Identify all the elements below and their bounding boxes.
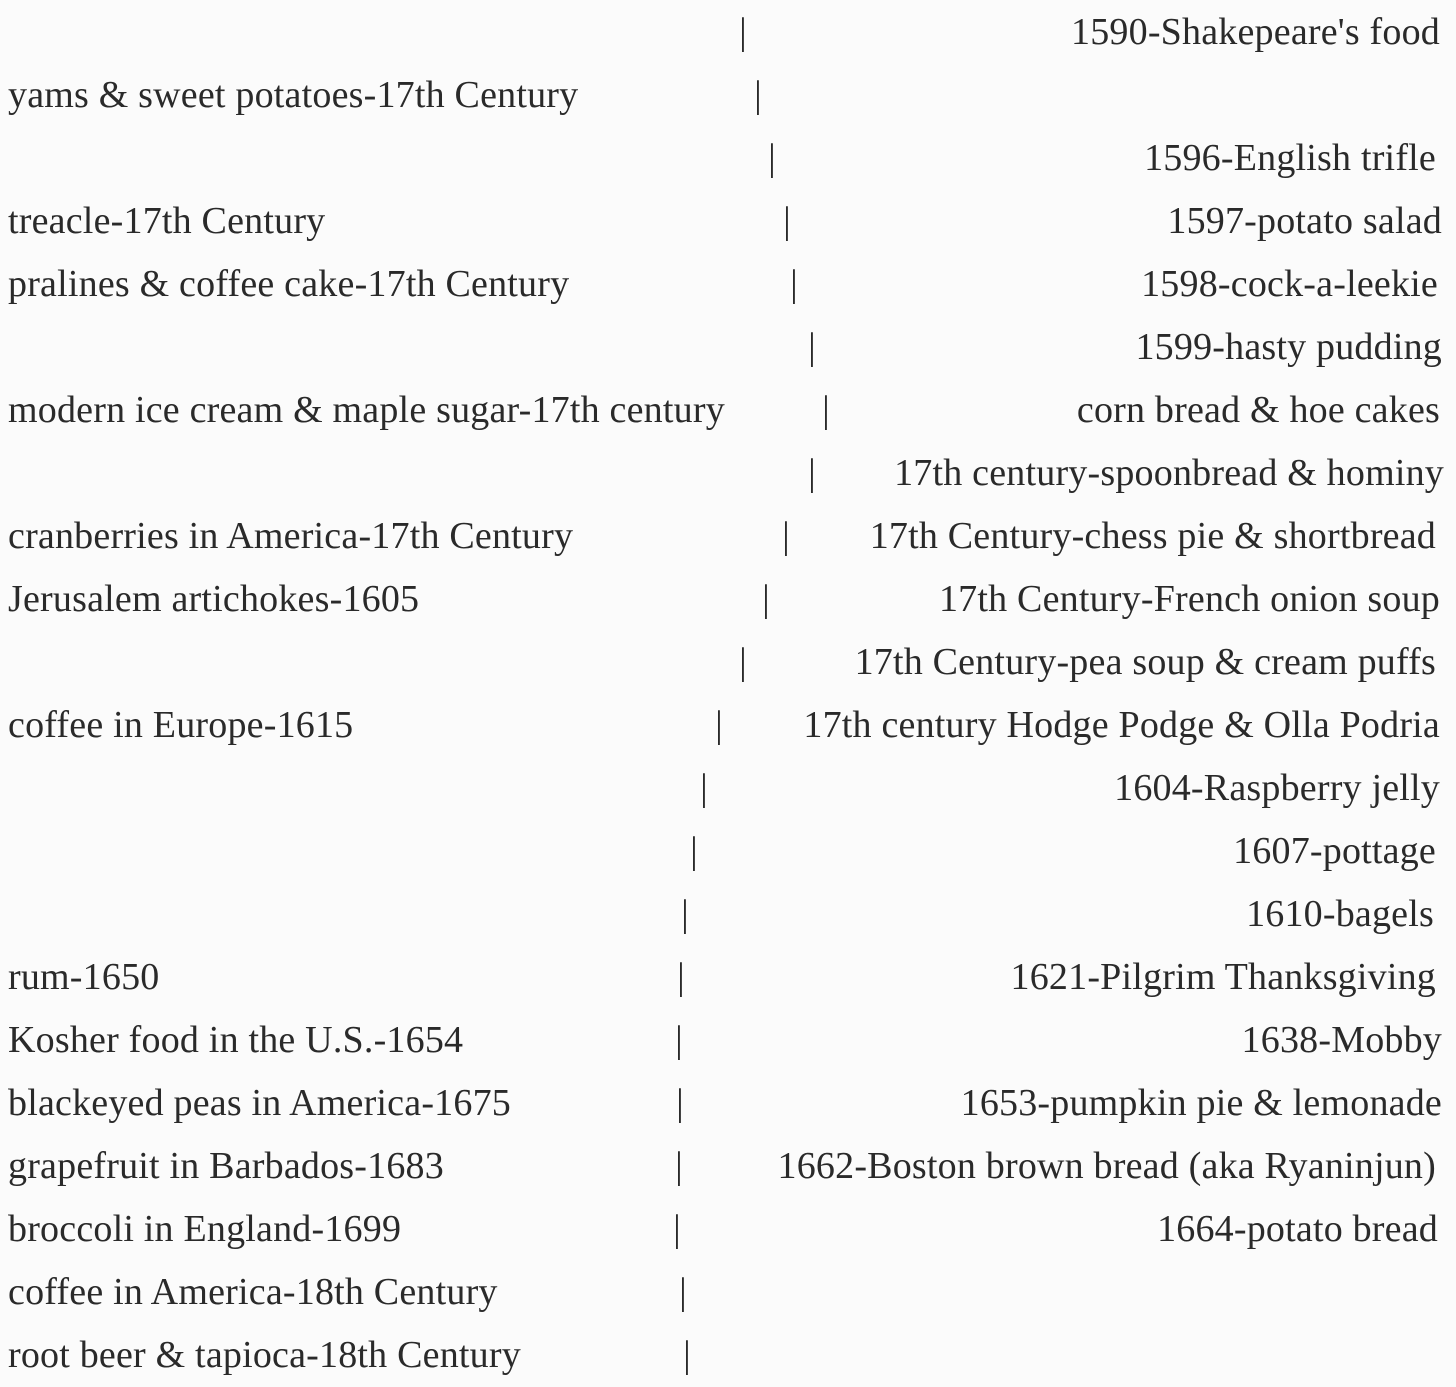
left-entry: cranberries in America-17th Century bbox=[8, 515, 574, 557]
right-entry: 1621-Pilgrim Thanksgiving bbox=[1010, 956, 1436, 998]
right-entry: 17th century-spoonbread & hominy bbox=[894, 452, 1444, 494]
timeline-row bbox=[0, 1134, 1456, 1198]
left-entry: coffee in Europe-1615 bbox=[8, 704, 354, 746]
timeline-row bbox=[0, 126, 1456, 190]
timeline-row bbox=[0, 882, 1456, 946]
right-entry: 17th Century-pea soup & cream puffs bbox=[854, 641, 1436, 683]
left-entry: treacle-17th Century bbox=[8, 200, 326, 242]
timeline-row bbox=[0, 756, 1456, 820]
right-entry: 1664-potato bread bbox=[1157, 1208, 1438, 1250]
timeline-divider: | bbox=[790, 263, 798, 305]
right-entry: 1598-cock-a-leekie bbox=[1141, 263, 1438, 305]
timeline-divider: | bbox=[822, 389, 830, 431]
timeline-divider: | bbox=[677, 956, 685, 998]
timeline-divider: | bbox=[808, 452, 816, 494]
timeline-row bbox=[0, 504, 1456, 568]
right-entry: 1604-Raspberry jelly bbox=[1114, 767, 1440, 809]
timeline-row bbox=[0, 0, 1456, 64]
timeline-row bbox=[0, 1008, 1456, 1072]
right-entry: 1596-English trifle bbox=[1144, 137, 1436, 179]
right-entry: 1610-bagels bbox=[1246, 893, 1434, 935]
timeline-divider: | bbox=[675, 1019, 683, 1061]
timeline-divider: | bbox=[808, 326, 816, 368]
right-entry: 1662-Boston brown bread (aka Ryaninjun) bbox=[777, 1145, 1436, 1187]
timeline-divider: | bbox=[700, 767, 708, 809]
timeline-divider: | bbox=[679, 1271, 687, 1313]
right-entry: 1638-Mobby bbox=[1241, 1019, 1442, 1061]
timeline-divider: | bbox=[739, 11, 747, 53]
timeline-divider: | bbox=[673, 1208, 681, 1250]
timeline-row bbox=[0, 1071, 1456, 1135]
timeline-row bbox=[0, 630, 1456, 694]
right-entry: 17th Century-chess pie & shortbread bbox=[869, 515, 1436, 557]
timeline-divider: | bbox=[715, 704, 723, 746]
left-entry: root beer & tapioca-18th Century bbox=[8, 1334, 521, 1376]
left-entry: broccoli in England-1699 bbox=[8, 1208, 402, 1250]
timeline-divider: | bbox=[676, 1082, 684, 1124]
timeline-row bbox=[0, 945, 1456, 1009]
left-entry: rum-1650 bbox=[8, 956, 160, 998]
timeline-row bbox=[0, 567, 1456, 631]
left-entry: blackeyed peas in America-1675 bbox=[8, 1082, 511, 1124]
timeline-row bbox=[0, 1260, 1456, 1324]
timeline-divider: | bbox=[754, 74, 762, 116]
timeline-divider: | bbox=[739, 641, 747, 683]
timeline-row bbox=[0, 819, 1456, 883]
left-entry: coffee in America-18th Century bbox=[8, 1271, 498, 1313]
timeline-divider: | bbox=[762, 578, 770, 620]
timeline-row bbox=[0, 189, 1456, 253]
right-entry: 17th century Hodge Podge & Olla Podria bbox=[803, 704, 1440, 746]
right-entry: 1597-potato salad bbox=[1167, 200, 1442, 242]
timeline-row bbox=[0, 252, 1456, 316]
right-entry: 1590-Shakepeare's food bbox=[1071, 11, 1440, 53]
timeline-divider: | bbox=[690, 830, 698, 872]
timeline-divider: | bbox=[675, 1145, 683, 1187]
left-entry: yams & sweet potatoes-17th Century bbox=[8, 74, 579, 116]
timeline-row bbox=[0, 378, 1456, 442]
left-entry: modern ice cream & maple sugar-17th century bbox=[8, 389, 725, 431]
timeline-row bbox=[0, 1323, 1456, 1387]
right-entry: 1599-hasty pudding bbox=[1135, 326, 1442, 368]
left-entry: pralines & coffee cake-17th Century bbox=[8, 263, 570, 305]
timeline-divider: | bbox=[768, 137, 776, 179]
right-entry: 1607-pottage bbox=[1233, 830, 1436, 872]
timeline-row bbox=[0, 63, 1456, 127]
left-entry: Jerusalem artichokes-1605 bbox=[8, 578, 420, 620]
timeline-divider: | bbox=[681, 893, 689, 935]
right-entry: 1653-pumpkin pie & lemonade bbox=[960, 1082, 1442, 1124]
timeline-row bbox=[0, 1197, 1456, 1261]
timeline-divider: | bbox=[683, 1334, 691, 1376]
timeline-row bbox=[0, 693, 1456, 757]
right-entry: corn bread & hoe cakes bbox=[1076, 389, 1440, 431]
timeline-row bbox=[0, 441, 1456, 505]
left-entry: grapefruit in Barbados-1683 bbox=[8, 1145, 444, 1187]
timeline-divider: | bbox=[783, 200, 791, 242]
right-entry: 17th Century-French onion soup bbox=[938, 578, 1440, 620]
left-entry: Kosher food in the U.S.-1654 bbox=[8, 1019, 464, 1061]
timeline-divider: | bbox=[782, 515, 790, 557]
timeline-row bbox=[0, 315, 1456, 379]
